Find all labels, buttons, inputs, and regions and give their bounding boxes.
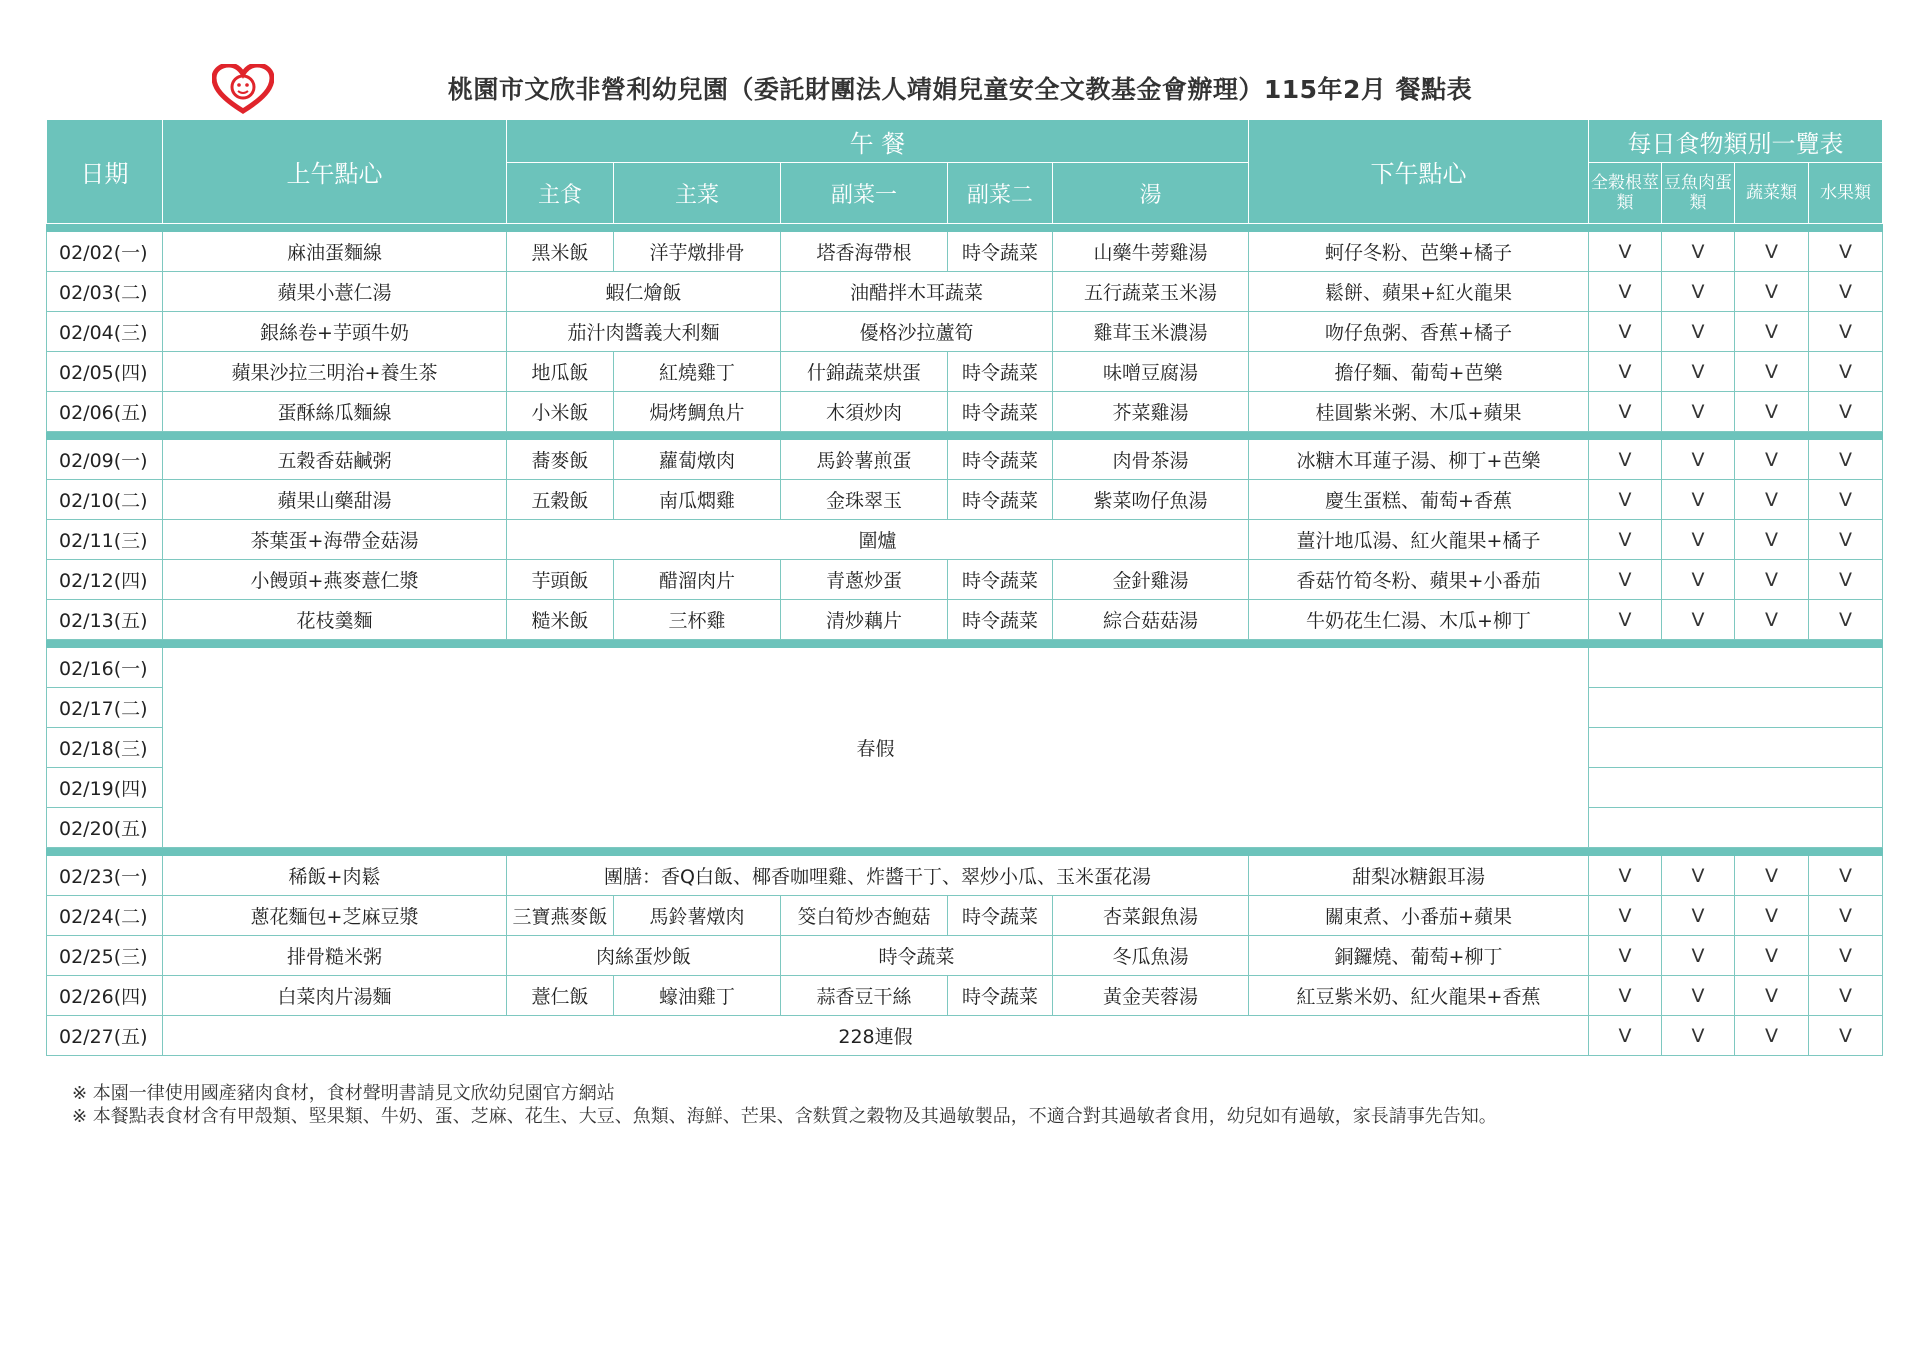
morning-snack-cell: 稀飯+肉鬆 xyxy=(163,856,507,896)
food-group-check: V xyxy=(1662,600,1735,640)
header-side-dish-2: 副菜二 xyxy=(948,163,1053,224)
table-row xyxy=(47,232,1883,272)
afternoon-snack-cell: 牛奶花生仁湯、木瓜+柳丁 xyxy=(1249,600,1589,640)
side-dish-1-cell: 塔香海帶根 xyxy=(781,232,948,272)
food-group-check: V xyxy=(1589,480,1662,520)
morning-snack-cell: 茶葉蛋+海帶金菇湯 xyxy=(163,520,507,560)
lunch-cell: 團膳：香Q白飯、椰香咖哩雞、炸醬干丁、翠炒小瓜、玉米蛋花湯 xyxy=(507,856,1249,896)
main-dish-cell: 洋芋燉排骨 xyxy=(614,232,781,272)
morning-snack-cell: 排骨糙米粥 xyxy=(163,936,507,976)
table-row xyxy=(47,312,1883,352)
header-date: 日期 xyxy=(47,120,163,224)
food-group-check: V xyxy=(1809,312,1883,352)
food-group-check: V xyxy=(1735,1016,1809,1056)
main-dish-cell: 蠔油雞丁 xyxy=(614,976,781,1016)
afternoon-snack-cell: 吻仔魚粥、香蕉+橘子 xyxy=(1249,312,1589,352)
food-group-check: V xyxy=(1809,856,1883,896)
food-group-check: V xyxy=(1662,392,1735,432)
date-cell: 02/23(一) xyxy=(47,856,163,896)
header-lunch: 午 餐 xyxy=(507,120,1249,163)
food-group-check: V xyxy=(1589,312,1662,352)
header-soup: 湯 xyxy=(1053,163,1249,224)
date-cell: 02/03(二) xyxy=(47,272,163,312)
side-dish-cell: 優格沙拉蘆筍 xyxy=(781,312,1053,352)
food-group-check: V xyxy=(1589,440,1662,480)
date-cell: 02/19(四) xyxy=(47,768,163,808)
date-cell: 02/02(一) xyxy=(47,232,163,272)
table-row xyxy=(47,392,1883,432)
food-group-check: V xyxy=(1735,520,1809,560)
morning-snack-cell: 蘋果沙拉三明治+養生茶 xyxy=(163,352,507,392)
date-cell: 02/18(三) xyxy=(47,728,163,768)
main-dish-cell: 馬鈴薯燉肉 xyxy=(614,896,781,936)
soup-cell: 黃金芙蓉湯 xyxy=(1053,976,1249,1016)
table-row xyxy=(47,440,1883,480)
date-cell: 02/27(五) xyxy=(47,1016,163,1056)
soup-cell: 山藥牛蒡雞湯 xyxy=(1053,232,1249,272)
table-row xyxy=(47,648,1883,688)
staple-cell: 三寶燕麥飯 xyxy=(507,896,614,936)
food-group-check: V xyxy=(1589,976,1662,1016)
food-group-check: V xyxy=(1809,560,1883,600)
side-dish-1-cell: 蒜香豆干絲 xyxy=(781,976,948,1016)
header-fruit: 水果類 xyxy=(1809,163,1883,224)
food-group-check: V xyxy=(1735,272,1809,312)
food-group-check: V xyxy=(1662,560,1735,600)
soup-cell: 肉骨茶湯 xyxy=(1053,440,1249,480)
table-row xyxy=(47,352,1883,392)
food-group-check: V xyxy=(1589,600,1662,640)
main-dish-cell: 南瓜燜雞 xyxy=(614,480,781,520)
afternoon-snack-cell: 薑汁地瓜湯、紅火龍果+橘子 xyxy=(1249,520,1589,560)
date-cell: 02/17(二) xyxy=(47,688,163,728)
food-group-check: V xyxy=(1589,232,1662,272)
side-dish-1-cell: 什錦蔬菜烘蛋 xyxy=(781,352,948,392)
week-separator xyxy=(47,224,1883,232)
food-group-check: V xyxy=(1662,1016,1735,1056)
table-row xyxy=(47,272,1883,312)
food-group-check: V xyxy=(1662,480,1735,520)
table-row xyxy=(47,896,1883,936)
side-dish-2-cell: 時令蔬菜 xyxy=(948,600,1053,640)
staple-cell: 茄汁肉醬義大利麵 xyxy=(507,312,781,352)
food-group-check: V xyxy=(1589,352,1662,392)
main-dish-cell: 三杯雞 xyxy=(614,600,781,640)
afternoon-snack-cell: 紅豆紫米奶、紅火龍果+香蕉 xyxy=(1249,976,1589,1016)
food-group-check: V xyxy=(1809,352,1883,392)
food-group-check: V xyxy=(1662,312,1735,352)
food-group-check: V xyxy=(1735,560,1809,600)
food-group-check: V xyxy=(1662,232,1735,272)
soup-cell: 味噌豆腐湯 xyxy=(1053,352,1249,392)
side-dish-1-cell: 金珠翠玉 xyxy=(781,480,948,520)
morning-snack-cell: 蘋果小薏仁湯 xyxy=(163,272,507,312)
morning-snack-cell: 白菜肉片湯麵 xyxy=(163,976,507,1016)
footnote: ※ 本園一律使用國產豬肉食材，食材聲明書請見文欣幼兒園官方網站 xyxy=(72,1083,615,1104)
staple-cell: 地瓜飯 xyxy=(507,352,614,392)
food-group-check: V xyxy=(1662,440,1735,480)
date-cell: 02/11(三) xyxy=(47,520,163,560)
staple-cell: 黑米飯 xyxy=(507,232,614,272)
morning-snack-cell: 蔥花麵包+芝麻豆漿 xyxy=(163,896,507,936)
soup-cell: 杏菜銀魚湯 xyxy=(1053,896,1249,936)
food-group-check: V xyxy=(1809,936,1883,976)
side-dish-1-cell: 筊白筍炒杏鮑菇 xyxy=(781,896,948,936)
staple-cell: 糙米飯 xyxy=(507,600,614,640)
footnotes xyxy=(72,1082,1497,1128)
morning-snack-cell: 五穀香菇鹹粥 xyxy=(163,440,507,480)
food-group-check: V xyxy=(1662,272,1735,312)
side-dish-1-cell: 青蔥炒蛋 xyxy=(781,560,948,600)
food-group-check: V xyxy=(1735,440,1809,480)
food-group-check: V xyxy=(1662,520,1735,560)
staple-cell: 蝦仁燴飯 xyxy=(507,272,781,312)
food-group-check: V xyxy=(1735,896,1809,936)
food-group-empty xyxy=(1589,648,1883,688)
food-group-check: V xyxy=(1589,520,1662,560)
food-group-check: V xyxy=(1809,440,1883,480)
afternoon-snack-cell: 蚵仔冬粉、芭樂+橘子 xyxy=(1249,232,1589,272)
food-group-empty xyxy=(1589,808,1883,848)
food-group-check: V xyxy=(1735,480,1809,520)
side-dish-2-cell: 時令蔬菜 xyxy=(948,560,1053,600)
side-dish-2-cell: 時令蔬菜 xyxy=(948,480,1053,520)
food-group-check: V xyxy=(1662,936,1735,976)
food-group-check: V xyxy=(1809,392,1883,432)
date-cell: 02/20(五) xyxy=(47,808,163,848)
food-group-check: V xyxy=(1809,600,1883,640)
staple-cell: 芋頭飯 xyxy=(507,560,614,600)
date-cell: 02/26(四) xyxy=(47,976,163,1016)
date-cell: 02/25(三) xyxy=(47,936,163,976)
afternoon-snack-cell: 擔仔麵、葡萄+芭樂 xyxy=(1249,352,1589,392)
food-group-check: V xyxy=(1589,560,1662,600)
afternoon-snack-cell: 鬆餅、蘋果+紅火龍果 xyxy=(1249,272,1589,312)
afternoon-snack-cell: 冰糖木耳蓮子湯、柳丁+芭樂 xyxy=(1249,440,1589,480)
table-row xyxy=(47,1016,1883,1056)
food-group-check: V xyxy=(1735,936,1809,976)
header-afternoon-snack: 下午點心 xyxy=(1249,120,1589,224)
table-row xyxy=(47,480,1883,520)
staple-cell: 肉絲蛋炒飯 xyxy=(507,936,781,976)
side-dish-2-cell: 時令蔬菜 xyxy=(948,352,1053,392)
date-cell: 02/12(四) xyxy=(47,560,163,600)
kindergarten-logo xyxy=(212,64,274,114)
food-group-check: V xyxy=(1735,392,1809,432)
date-cell: 02/13(五) xyxy=(47,600,163,640)
table-row xyxy=(47,976,1883,1016)
date-cell: 02/06(五) xyxy=(47,392,163,432)
date-cell: 02/10(二) xyxy=(47,480,163,520)
staple-cell: 薏仁飯 xyxy=(507,976,614,1016)
food-group-check: V xyxy=(1809,896,1883,936)
afternoon-snack-cell: 香菇竹筍冬粉、蘋果+小番茄 xyxy=(1249,560,1589,600)
date-cell: 02/04(三) xyxy=(47,312,163,352)
header-vegetables: 蔬菜類 xyxy=(1735,163,1809,224)
main-dish-cell: 紅燒雞丁 xyxy=(614,352,781,392)
main-dish-cell: 蘿蔔燉肉 xyxy=(614,440,781,480)
soup-cell: 芥菜雞湯 xyxy=(1053,392,1249,432)
date-cell: 02/09(一) xyxy=(47,440,163,480)
soup-cell: 冬瓜魚湯 xyxy=(1053,936,1249,976)
food-group-check: V xyxy=(1735,856,1809,896)
morning-snack-cell: 麻油蛋麵線 xyxy=(163,232,507,272)
afternoon-snack-cell: 桂圓紫米粥、木瓜+蘋果 xyxy=(1249,392,1589,432)
table-row xyxy=(47,856,1883,896)
side-dish-2-cell: 時令蔬菜 xyxy=(948,232,1053,272)
side-dish-1-cell: 馬鈴薯煎蛋 xyxy=(781,440,948,480)
header-side-dish-1: 副菜一 xyxy=(781,163,948,224)
afternoon-snack-cell: 銅鑼燒、葡萄+柳丁 xyxy=(1249,936,1589,976)
food-group-check: V xyxy=(1735,352,1809,392)
header-protein: 豆魚肉蛋類 xyxy=(1662,163,1735,224)
menu-body xyxy=(47,224,1883,1056)
morning-snack-cell: 花枝羹麵 xyxy=(163,600,507,640)
header-main-dish: 主菜 xyxy=(614,163,781,224)
week-separator xyxy=(47,848,1883,856)
soup-cell: 紫菜吻仔魚湯 xyxy=(1053,480,1249,520)
food-group-empty xyxy=(1589,728,1883,768)
food-group-check: V xyxy=(1735,976,1809,1016)
food-group-check: V xyxy=(1735,312,1809,352)
date-cell: 02/24(二) xyxy=(47,896,163,936)
food-group-check: V xyxy=(1662,896,1735,936)
food-group-check: V xyxy=(1589,856,1662,896)
food-group-check: V xyxy=(1662,352,1735,392)
main-dish-cell: 醋溜肉片 xyxy=(614,560,781,600)
food-group-empty xyxy=(1589,688,1883,728)
soup-cell: 金針雞湯 xyxy=(1053,560,1249,600)
side-dish-cell: 油醋拌木耳蔬菜 xyxy=(781,272,1053,312)
week-separator xyxy=(47,640,1883,648)
food-group-check: V xyxy=(1809,976,1883,1016)
food-group-check: V xyxy=(1589,896,1662,936)
food-group-check: V xyxy=(1809,520,1883,560)
food-group-check: V xyxy=(1735,232,1809,272)
food-group-check: V xyxy=(1662,856,1735,896)
date-cell: 02/05(四) xyxy=(47,352,163,392)
menu-table-wrapper xyxy=(46,119,1882,1056)
food-group-check: V xyxy=(1809,1016,1883,1056)
food-group-check: V xyxy=(1589,272,1662,312)
table-row xyxy=(47,600,1883,640)
menu-table xyxy=(46,119,1883,1056)
side-dish-2-cell: 時令蔬菜 xyxy=(948,896,1053,936)
header-grains: 全穀根莖類 xyxy=(1589,163,1662,224)
morning-snack-cell: 蛋酥絲瓜麵線 xyxy=(163,392,507,432)
soup-cell: 綜合菇菇湯 xyxy=(1053,600,1249,640)
header-food-groups: 每日食物類別一覽表 xyxy=(1589,120,1883,163)
staple-cell: 蕎麥飯 xyxy=(507,440,614,480)
table-row xyxy=(47,560,1883,600)
food-group-check: V xyxy=(1589,936,1662,976)
week-separator xyxy=(47,432,1883,440)
side-dish-2-cell: 時令蔬菜 xyxy=(948,392,1053,432)
morning-snack-cell: 銀絲卷+芋頭牛奶 xyxy=(163,312,507,352)
header-staple: 主食 xyxy=(507,163,614,224)
food-group-check: V xyxy=(1809,232,1883,272)
morning-snack-cell: 蘋果山藥甜湯 xyxy=(163,480,507,520)
soup-cell: 雞茸玉米濃湯 xyxy=(1053,312,1249,352)
food-group-check: V xyxy=(1589,1016,1662,1056)
food-group-empty xyxy=(1589,768,1883,808)
side-dish-cell: 時令蔬菜 xyxy=(781,936,1053,976)
afternoon-snack-cell: 甜梨冰糖銀耳湯 xyxy=(1249,856,1589,896)
footnote: ※ 本餐點表食材含有甲殼類、堅果類、牛奶、蛋、芝麻、花生、大豆、魚類、海鮮、芒果、含麩質之穀物及其過敏製品，不適合對其過敏者食用，幼兒如有過敏，家長請事先告知。 xyxy=(72,1106,1497,1127)
food-group-check: V xyxy=(1809,272,1883,312)
staple-cell: 五穀飯 xyxy=(507,480,614,520)
food-group-check: V xyxy=(1735,600,1809,640)
main-dish-cell: 焗烤鯛魚片 xyxy=(614,392,781,432)
food-group-check: V xyxy=(1809,480,1883,520)
holiday-cell: 228連假 xyxy=(163,1016,1589,1056)
staple-cell: 小米飯 xyxy=(507,392,614,432)
food-group-check: V xyxy=(1662,976,1735,1016)
side-dish-1-cell: 木須炒肉 xyxy=(781,392,948,432)
afternoon-snack-cell: 慶生蛋糕、葡萄+香蕉 xyxy=(1249,480,1589,520)
lunch-cell: 圍爐 xyxy=(507,520,1249,560)
table-row xyxy=(47,936,1883,976)
date-cell: 02/16(一) xyxy=(47,648,163,688)
side-dish-2-cell: 時令蔬菜 xyxy=(948,440,1053,480)
side-dish-1-cell: 清炒藕片 xyxy=(781,600,948,640)
side-dish-2-cell: 時令蔬菜 xyxy=(948,976,1053,1016)
header-morning-snack: 上午點心 xyxy=(163,120,507,224)
food-group-check: V xyxy=(1589,392,1662,432)
soup-cell: 五行蔬菜玉米湯 xyxy=(1053,272,1249,312)
table-row xyxy=(47,520,1883,560)
morning-snack-cell: 小饅頭+燕麥薏仁漿 xyxy=(163,560,507,600)
afternoon-snack-cell: 關東煮、小番茄+蘋果 xyxy=(1249,896,1589,936)
page-title: 桃園市文欣非營利幼兒園（委託財團法人靖娟兒童安全文教基金會辦理）115年2月 餐點表 xyxy=(447,75,1473,104)
holiday-cell: 春假 xyxy=(163,648,1589,848)
